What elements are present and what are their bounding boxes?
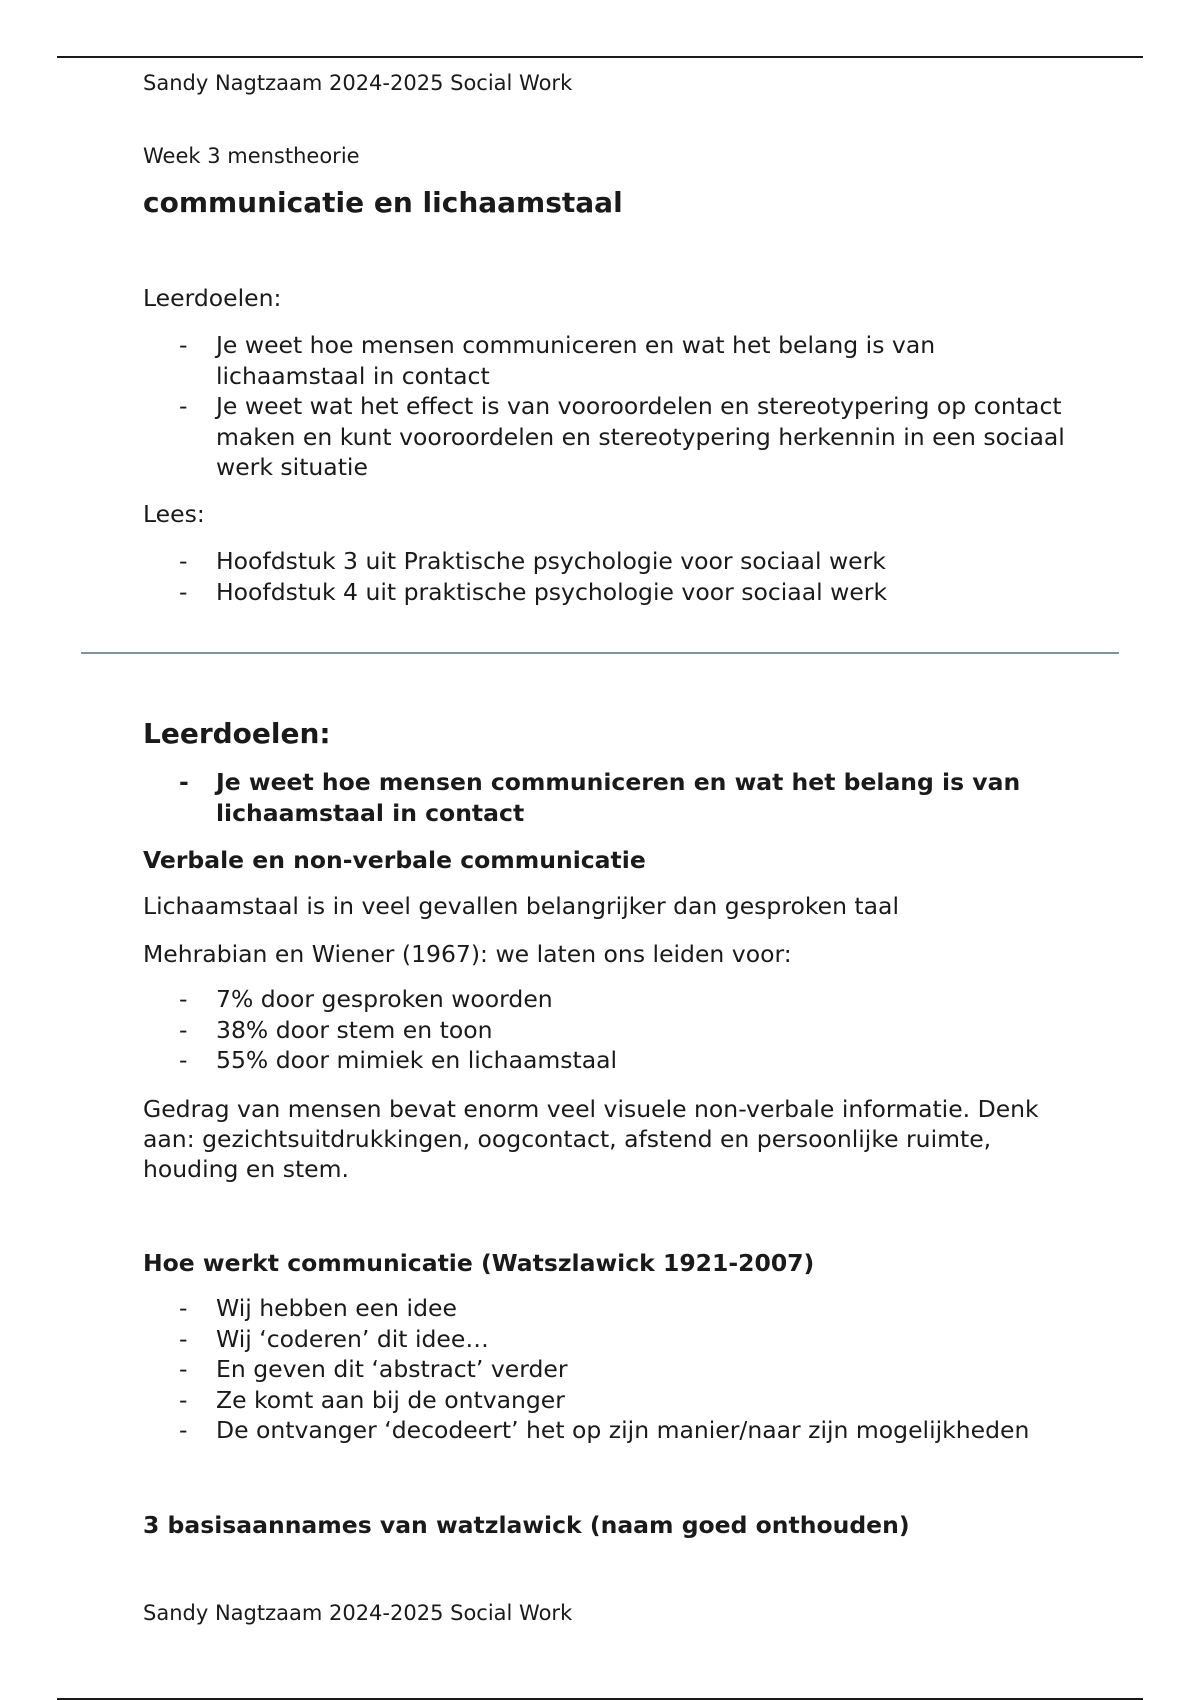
paragraph: Lichaamstaal is in veel gevallen belangrijker dan gesproken taal xyxy=(143,892,899,920)
page-header: Sandy Nagtzaam 2024-2025 Social Work xyxy=(143,71,573,95)
list-item: - Wij ‘coderen’ dit idee… xyxy=(143,1324,1083,1355)
goals-label: Leerdoelen: xyxy=(143,284,282,312)
list-item: - Wij hebben een idee xyxy=(143,1293,1083,1324)
section-goal-list xyxy=(143,767,1083,828)
list-item: - Je weet hoe mensen communiceren en wat het belang is van lichaamstaal in contact xyxy=(143,330,1083,391)
subheading-verbal: Verbale en non-verbale communicatie xyxy=(143,846,646,874)
list-item: - Hoofdstuk 3 uit Praktische psychologie voor sociaal werk xyxy=(143,546,1083,577)
paragraph: Mehrabian en Wiener (1967): we laten ons leiden voor: xyxy=(143,940,792,968)
list-item: - Je weet wat het effect is van vooroordelen en stereotypering op contact maken en kunt vooroordelen en stereotypering herkennin in een sociaal werk situatie xyxy=(143,391,1083,483)
list-item: - 38% door stem en toon xyxy=(143,1015,1083,1046)
paragraph: Gedrag van mensen bevat enorm veel visuele non-verbale informatie. Denk aan: gezichtsuitdrukkingen, oogcontact, afstend en persoonlijke ruimte, houding en stem. xyxy=(143,1095,1039,1183)
read-label: Lees: xyxy=(143,500,205,528)
list-item: - Je weet hoe mensen communiceren en wat het belang is van lichaamstaal in contact xyxy=(143,767,1083,828)
document-title: communicatie en lichaamstaal xyxy=(143,186,623,219)
section-divider xyxy=(81,652,1119,654)
list-item: - Ze komt aan bij de ontvanger xyxy=(143,1385,1083,1416)
page-footer: Sandy Nagtzaam 2024-2025 Social Work xyxy=(143,1601,573,1625)
list-item: - De ontvanger ‘decodeert’ het op zijn manier/naar zijn mogelijkheden xyxy=(143,1415,1083,1446)
goals-list xyxy=(143,330,1083,483)
list-item: - 7% door gesproken woorden xyxy=(143,984,1083,1015)
section-heading: Leerdoelen: xyxy=(143,717,331,750)
readings-list xyxy=(143,546,1083,607)
list-item: - Hoofdstuk 4 uit praktische psychologie voor sociaal werk xyxy=(143,577,1083,608)
subheading-assumptions: 3 basisaannames van watzlawick (naam goed onthouden) xyxy=(143,1511,910,1539)
header-rule xyxy=(57,56,1143,58)
stats-list xyxy=(143,984,1083,1076)
week-label: Week 3 menstheorie xyxy=(143,144,360,168)
steps-list xyxy=(143,1293,1083,1446)
subheading-communication: Hoe werkt communicatie (Watszlawick 1921-2007) xyxy=(143,1249,815,1277)
list-item: - En geven dit ‘abstract’ verder xyxy=(143,1354,1083,1385)
list-item: - 55% door mimiek en lichaamstaal xyxy=(143,1045,1083,1076)
